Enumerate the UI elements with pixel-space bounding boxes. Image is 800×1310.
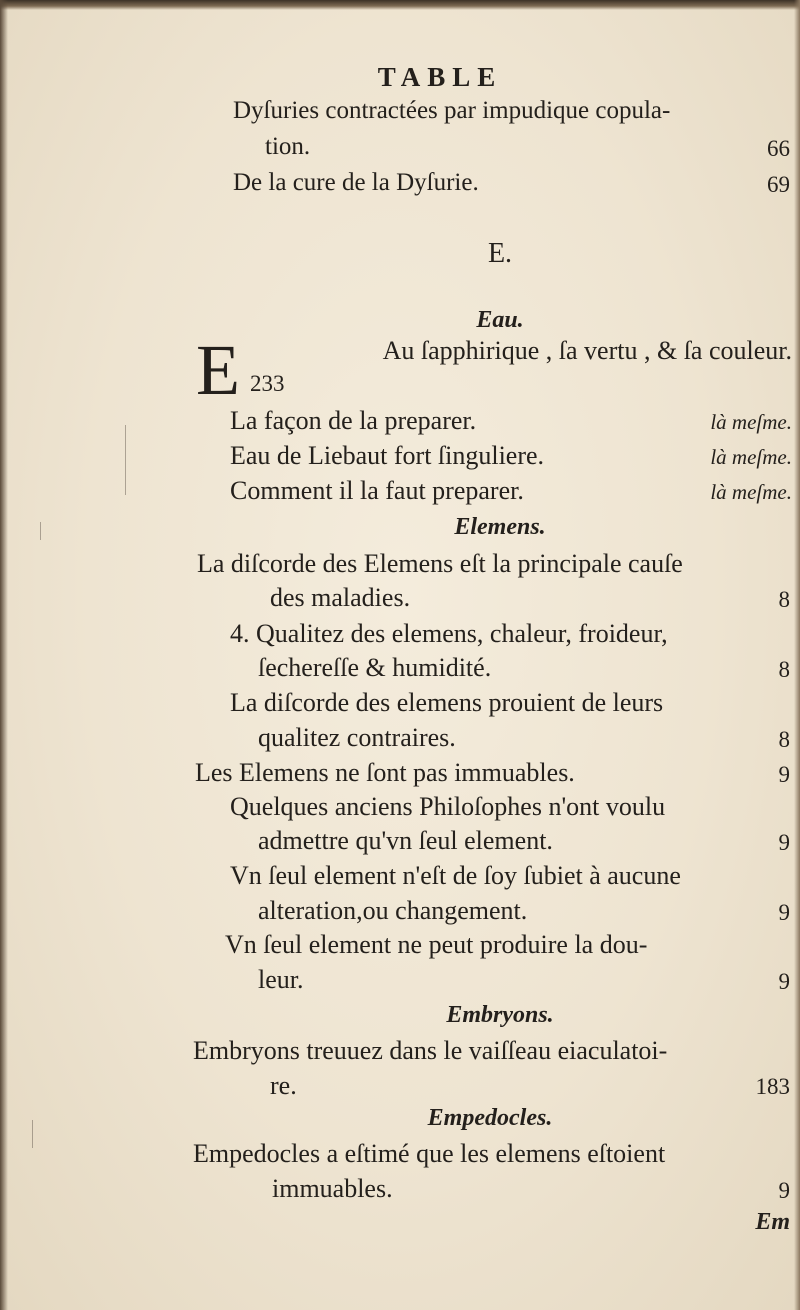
page-number: 9 [778, 762, 790, 787]
entry-text: des maladies. [270, 583, 411, 612]
page-number: 69 [767, 172, 790, 197]
entry-text: 4. Qualitez des elemens, chaleur, froideur, [230, 619, 668, 648]
entry-text: La diſcorde des Elemens eſt la principale cauſe [197, 549, 683, 578]
margin-mark [40, 522, 41, 540]
entry-text: leur. [258, 965, 304, 994]
entry-text: La diſcorde des elemens prouient de leurs [230, 688, 664, 717]
running-head: TABLE [377, 62, 503, 92]
entry-text: Embryons treuuez dans le vaiſſeau eiaculatoi- [193, 1036, 668, 1065]
subject-heading: Embryons. [446, 1002, 554, 1028]
entry-text: Dyſuries contractées par impudique copula- [233, 97, 671, 124]
page-reference: là meſme. [710, 480, 792, 504]
subject-heading: Eau. [476, 307, 524, 333]
catchword: Em [755, 1209, 790, 1235]
entry-text: De la cure de la Dyſurie. [233, 169, 479, 196]
page-right-edge [794, 0, 800, 1310]
page-number: 9 [778, 969, 790, 994]
page-left-edge [0, 0, 8, 1310]
entry-text: immuables. [272, 1174, 393, 1203]
page-number: 8 [778, 727, 790, 752]
margin-mark [32, 1120, 33, 1148]
entry-text: La façon de la preparer. [230, 406, 477, 435]
entry-text: Quelques anciens Philoſophes n'ont voulu [230, 792, 666, 821]
page-number: 8 [778, 587, 790, 612]
page-number: 9 [778, 1178, 790, 1203]
entry-text: Vn ſeul element ne peut produire la dou- [225, 930, 648, 959]
entry-text: Au ſapphirique , ſa vertu , & ſa couleur. [382, 336, 792, 365]
page-number: 66 [767, 136, 790, 161]
entry-text: tion. [265, 133, 311, 160]
page-reference: là meſme. [710, 445, 792, 469]
page-top-edge [0, 0, 800, 10]
entry-text: admettre qu'vn ſeul element. [258, 826, 553, 855]
entry-text: Eau de Liebaut fort ſinguliere. [230, 441, 545, 470]
entry-text: Comment il la faut preparer. [230, 476, 524, 505]
entry-text: ſechereſſe & humidité. [258, 653, 492, 682]
entry-text: qualitez contraires. [258, 723, 456, 752]
entry-text: Empedocles a eſtimé que les elemens eſtoient [193, 1139, 666, 1168]
page-number: 9 [778, 830, 790, 855]
section-letter: E. [487, 238, 513, 269]
page-reference: là meſme. [710, 410, 792, 434]
subject-heading: Elemens. [454, 514, 546, 540]
entry-text: Les Elemens ne ſont pas immuables. [195, 758, 575, 787]
entry-text: alteration,ou changement. [258, 896, 528, 925]
page-number: 233 [250, 371, 285, 396]
subject-heading: Empedocles. [427, 1105, 553, 1131]
page-number: 8 [778, 657, 790, 682]
margin-mark [125, 425, 126, 495]
page-number: 183 [755, 1074, 790, 1099]
drop-cap: E [196, 330, 240, 410]
entry-text: re. [270, 1071, 297, 1100]
entry-text: Vn ſeul element n'eſt de ſoy ſubiet à aucune [230, 861, 681, 890]
page-number: 9 [778, 900, 790, 925]
